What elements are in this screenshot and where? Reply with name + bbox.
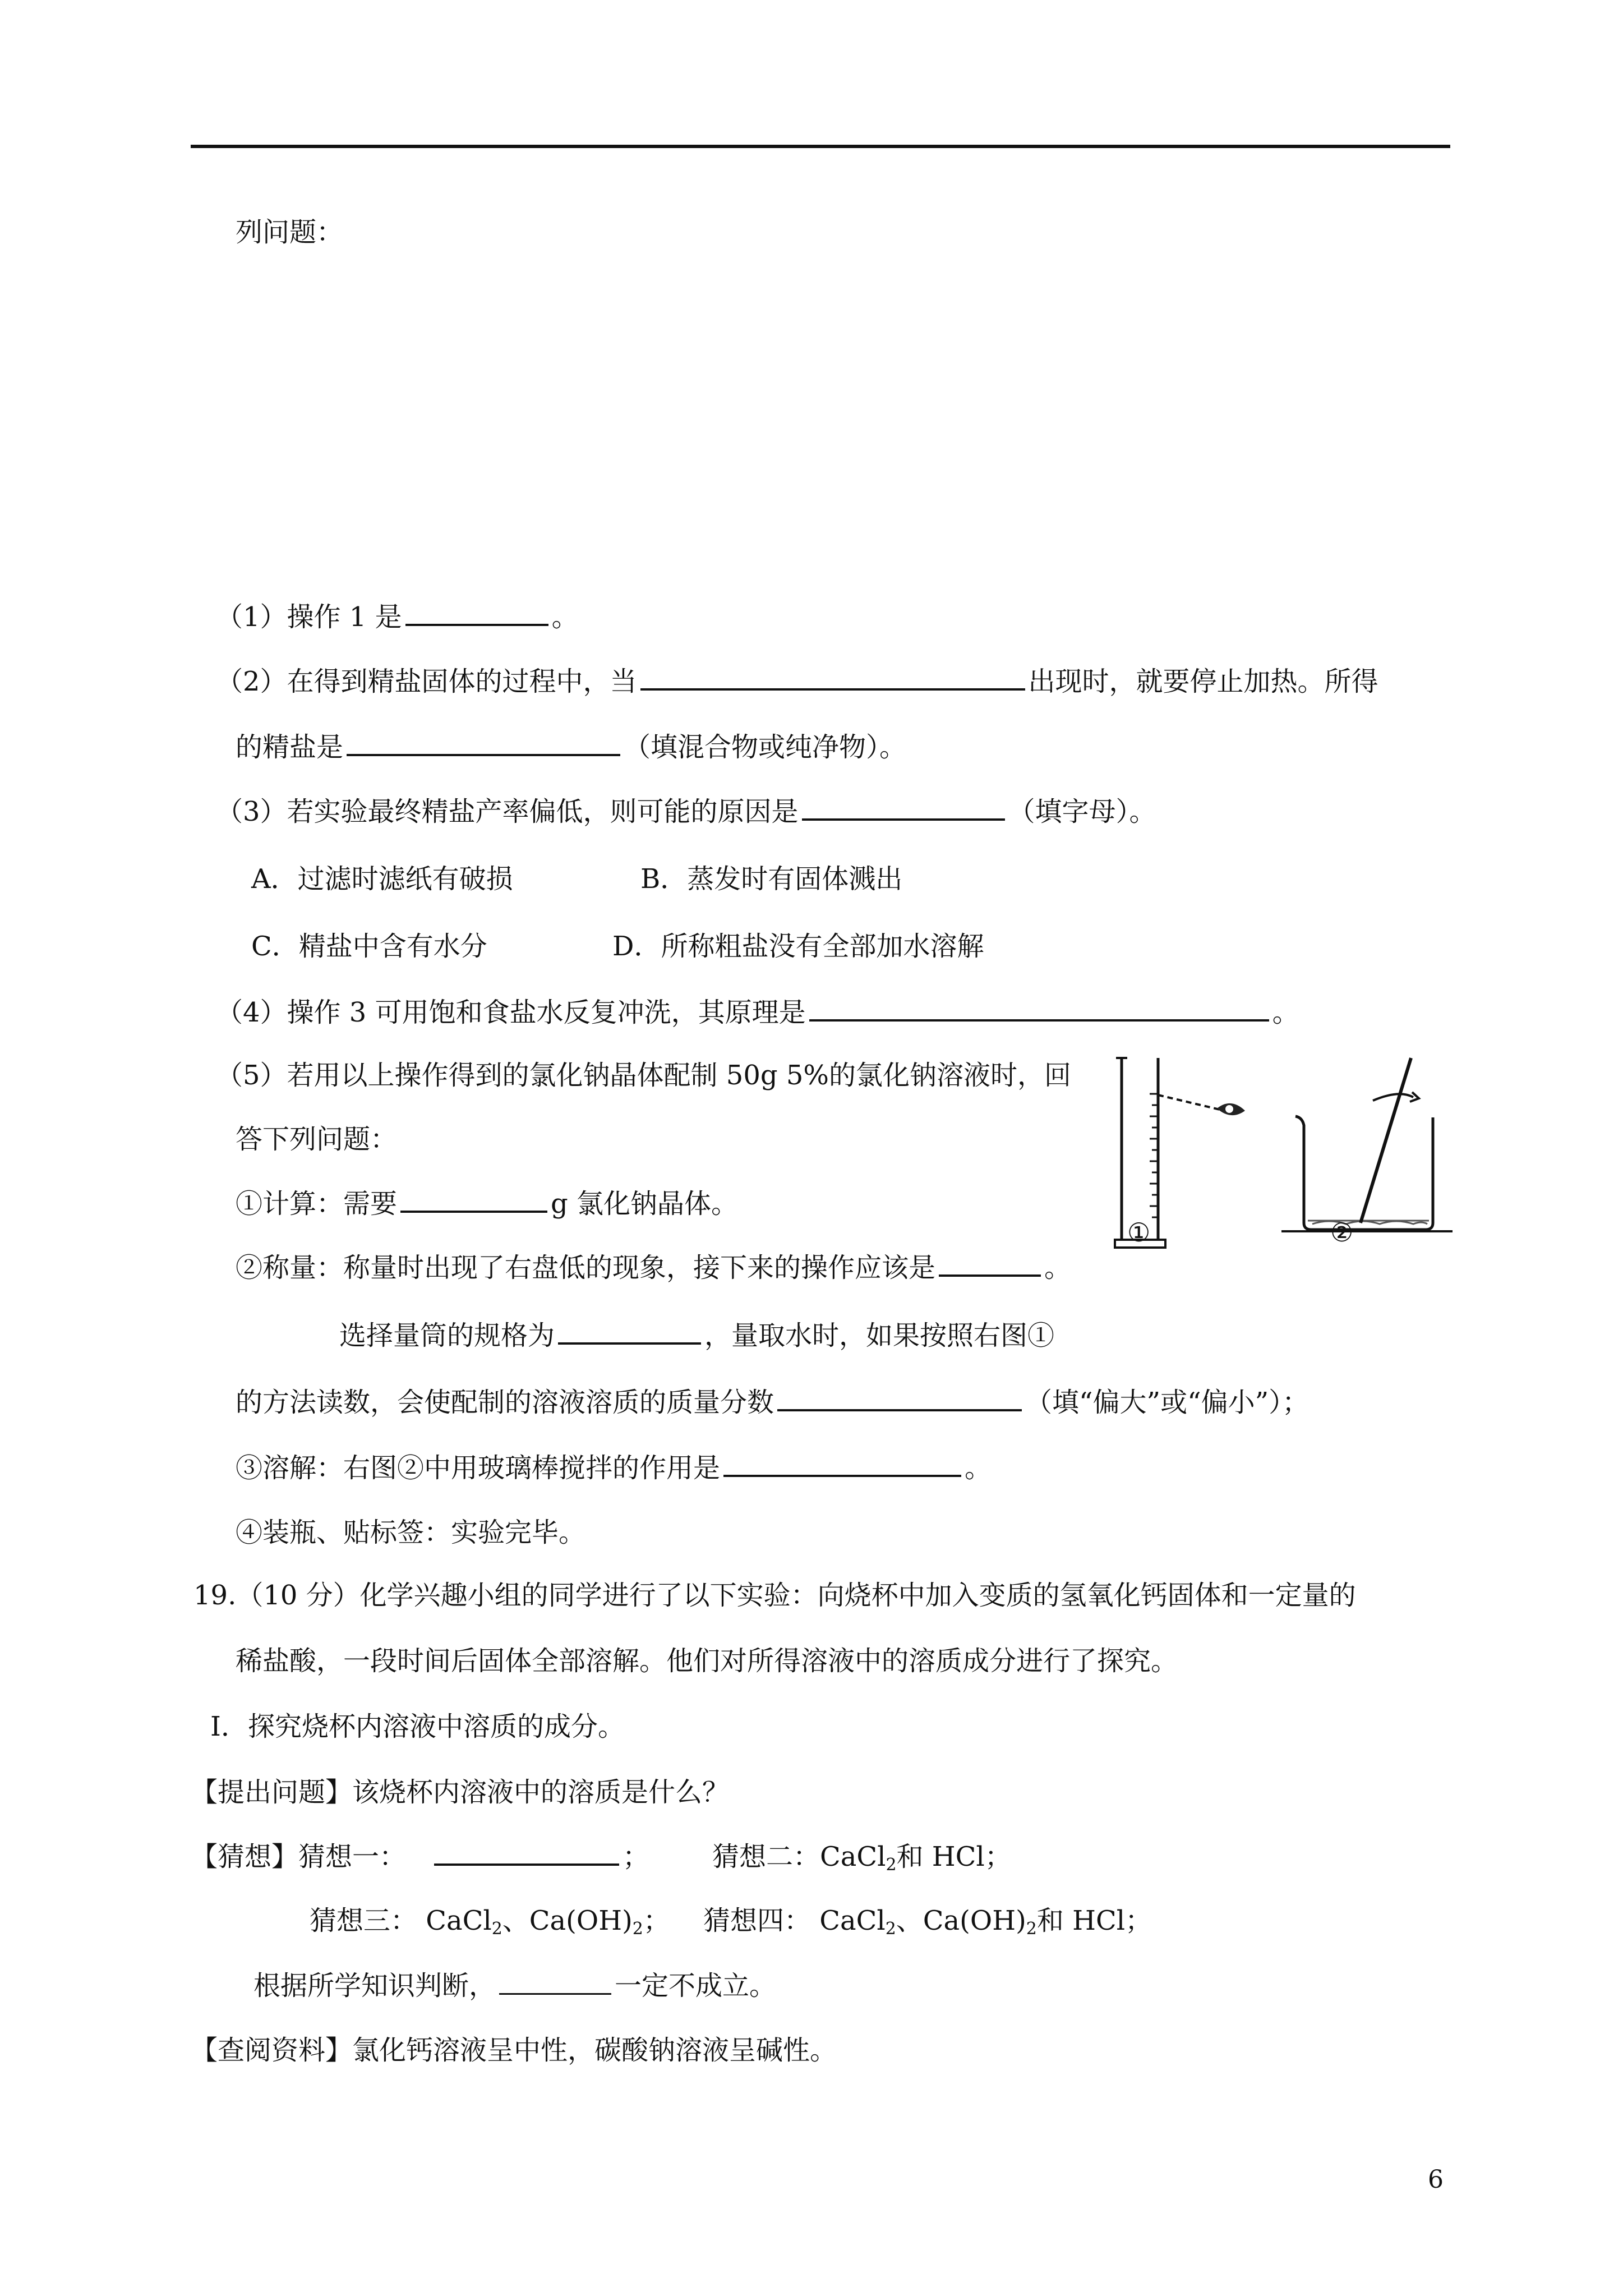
guess3-subscript-2: 2 xyxy=(632,1919,643,1939)
q1-prefix: （1）操作 1 是 xyxy=(216,601,402,633)
question-2-line-1 xyxy=(216,664,1378,700)
q5-dissolve xyxy=(236,1450,992,1486)
q5-weigh-prefix: ②称量：称量时出现了右盘低的现象，接下来的操作应该是 xyxy=(236,1252,936,1283)
q5-cylinder-blank[interactable] xyxy=(558,1318,701,1345)
question-4 xyxy=(216,995,1299,1030)
guess1-suffix: ； xyxy=(623,1841,650,1872)
q19-part-1: Ⅰ．探究烧杯内溶液中溶质的成分。 xyxy=(210,1711,625,1742)
q3-suffix: （填字母）。 xyxy=(1008,796,1156,827)
question-1 xyxy=(216,599,579,635)
judge-prefix: 根据所学知识判断， xyxy=(253,1970,496,2001)
q5-read xyxy=(236,1384,1309,1420)
q3-blank[interactable] xyxy=(802,794,1005,821)
page-number: 6 xyxy=(1428,2165,1444,2194)
question-5-line-2: 答下列问题： xyxy=(236,1124,398,1155)
guess3-text-c: ； xyxy=(643,1905,670,1936)
guess3-subscript-1: 2 xyxy=(491,1919,502,1939)
q1-blank[interactable] xyxy=(405,599,548,626)
q3-option-b: B．蒸发时有固体溅出 xyxy=(640,863,903,895)
q5-read-prefix: 的方法读数，会使配制的溶液溶质的质量分数 xyxy=(236,1387,774,1418)
question-2-line-2 xyxy=(236,729,906,765)
eye-icon xyxy=(1217,1103,1245,1115)
guess3-text-a: 猜想三： CaCl xyxy=(310,1905,492,1936)
q19-question: 【提出问题】该烧杯内溶液中的溶质是什么？ xyxy=(191,1777,730,1808)
judge-blank[interactable] xyxy=(499,1968,611,1995)
guess4-text-b: 、Ca(OH) xyxy=(896,1905,1026,1936)
guess3-text-b: 、Ca(OH) xyxy=(502,1905,633,1936)
sight-line xyxy=(1158,1095,1220,1110)
q1-suffix: 。 xyxy=(551,601,579,633)
question-19-line-1: 19.（10 分）化学兴趣小组的同学进行了以下实验：向烧杯中加入变质的氢氧化钙固体和一定量的 xyxy=(193,1580,1356,1611)
q5-weigh-suffix: 。 xyxy=(1044,1252,1072,1283)
q5-calc-blank[interactable] xyxy=(400,1186,547,1213)
beaker-figure xyxy=(1279,1055,1458,1240)
q4-blank[interactable] xyxy=(809,995,1269,1022)
q2-line2-prefix: 的精盐是 xyxy=(236,731,344,763)
q19-judge xyxy=(253,1968,776,2004)
guess2-text-b: 和 HCl； xyxy=(896,1841,1012,1872)
q5-weigh xyxy=(236,1250,1071,1286)
q5-read-blank[interactable] xyxy=(777,1384,1022,1411)
guess4-text-c: 和 HCl； xyxy=(1036,1905,1152,1936)
stirring-rod xyxy=(1361,1058,1411,1223)
guess4-subscript-2: 2 xyxy=(1026,1919,1037,1939)
q5-calc-suffix: g 氯化钠晶体。 xyxy=(551,1188,739,1220)
guess4-subscript-1: 2 xyxy=(885,1919,896,1939)
q5-weigh-blank[interactable] xyxy=(939,1250,1041,1277)
figure-1-label: ① xyxy=(1127,1217,1151,1248)
q2-prefix: （2）在得到精盐固体的过程中，当 xyxy=(216,666,637,697)
q5-cylinder xyxy=(339,1318,1054,1354)
q5-dissolve-prefix: ③溶解：右图②中用玻璃棒搅拌的作用是 xyxy=(236,1452,721,1484)
question-3 xyxy=(216,794,1156,830)
q5-calc-prefix: ①计算：需要 xyxy=(236,1188,398,1220)
stir-motion-arrow xyxy=(1373,1094,1413,1101)
q5-bottle: ④装瓶、贴标签：实验完毕。 xyxy=(236,1517,586,1548)
q19-guess-row-1 xyxy=(191,1839,649,1875)
guess2-text-a: 猜想二：CaCl xyxy=(712,1841,886,1872)
q2-blank-1[interactable] xyxy=(640,664,1025,691)
q5-dissolve-blank[interactable] xyxy=(723,1450,961,1477)
figure-2-label: ② xyxy=(1330,1217,1354,1248)
q5-calc xyxy=(236,1186,738,1222)
q5-dissolve-suffix: 。 xyxy=(965,1452,992,1484)
q5-cylinder-prefix: 选择量筒的规格为 xyxy=(339,1320,555,1351)
guess4-text-a: 猜想四： CaCl xyxy=(703,1905,886,1936)
q5-cylinder-suffix: ，量取水时，如果按照右图① xyxy=(704,1320,1055,1351)
liquid-surface xyxy=(1308,1221,1429,1224)
q3-option-d: D．所称粗盐没有全部加水溶解 xyxy=(612,931,984,962)
q3-option-a: A．过滤时滤纸有破损 xyxy=(251,863,513,895)
q19-guess-2 xyxy=(712,1839,1012,1883)
question-19-line-2: 稀盐酸，一段时间后固体全部溶解。他们对所得溶液中的溶质成分进行了探究。 xyxy=(236,1645,1178,1677)
q19-guess-3 xyxy=(310,1903,670,1947)
guess1-blank[interactable] xyxy=(434,1839,619,1866)
q2-line2-suffix: （填混合物或纯净物）。 xyxy=(624,731,907,763)
q2-suffix: 出现时，就要停止加热。所得 xyxy=(1028,666,1378,697)
q3-option-c: C．精盐中含有水分 xyxy=(251,931,487,962)
q19-guess-4 xyxy=(703,1903,1152,1947)
judge-suffix: 一定不成立。 xyxy=(615,1970,777,2001)
intro-text: 列问题： xyxy=(236,217,344,248)
q4-suffix: 。 xyxy=(1272,997,1299,1028)
question-5-line-1: （5）若用以上操作得到的氯化钠晶体配制 50g 5%的氯化钠溶液时，回 xyxy=(216,1060,1072,1091)
guess2-subscript: 2 xyxy=(886,1855,897,1875)
guess1-prefix: 【猜想】猜想一： xyxy=(191,1841,407,1872)
q19-info: 【查阅资料】氯化钙溶液呈中性，碳酸钠溶液呈碱性。 xyxy=(191,2035,837,2066)
header-rule xyxy=(191,145,1450,148)
q5-read-suffix: （填“偏大”或“偏小”）； xyxy=(1025,1387,1310,1418)
q4-prefix: （4）操作 3 可用饱和食盐水反复冲洗，其原理是 xyxy=(216,997,806,1028)
q2-blank-2[interactable] xyxy=(347,729,620,756)
q3-prefix: （3）若实验最终精盐产率偏低，则可能的原因是 xyxy=(216,796,799,827)
